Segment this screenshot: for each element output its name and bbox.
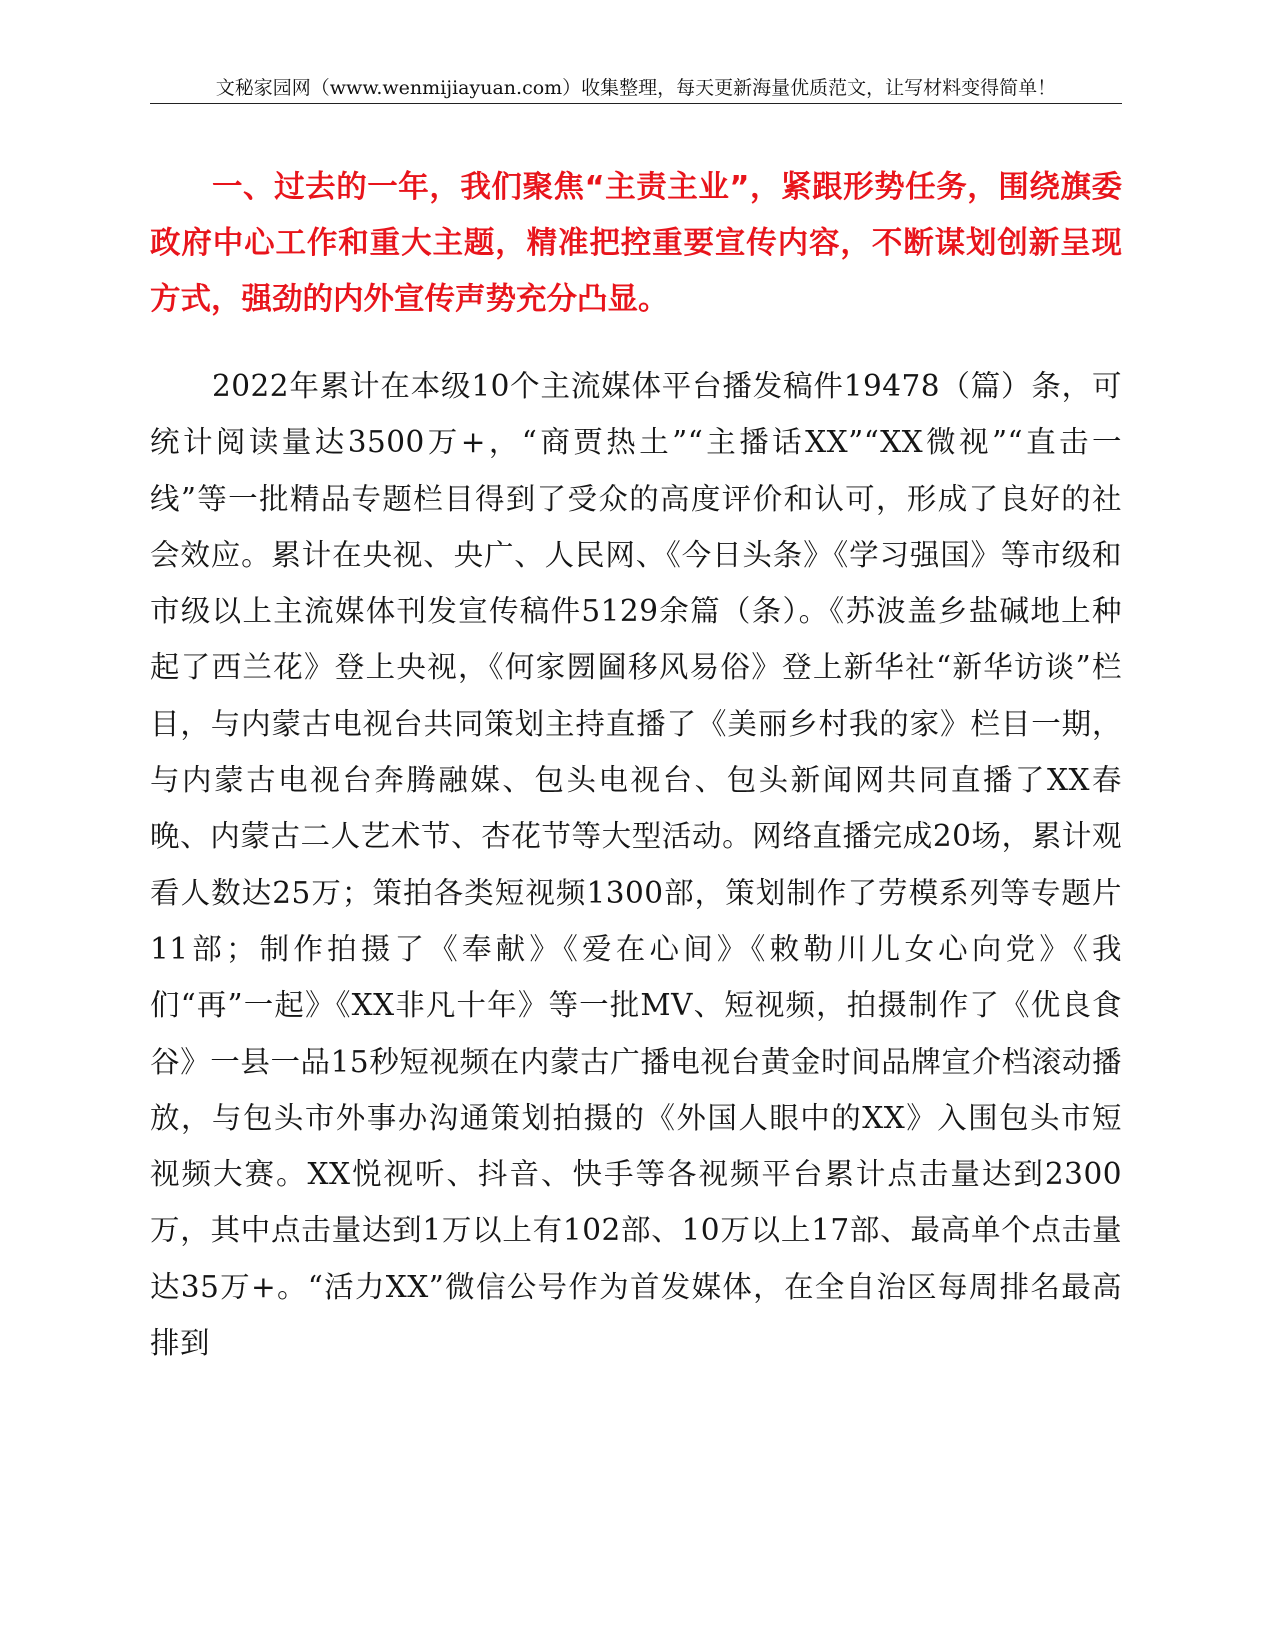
- header-divider: [150, 103, 1122, 104]
- section-heading: 一、过去的一年，我们聚焦“主责主业”，紧跟形势任务，围绕旗委政府中心工作和重大主题，精准把控重要宣传内容，不断谋划创新呈现方式，强劲的内外宣传声势充分凸显。: [150, 170, 1122, 317]
- page-header: 文秘家园网（www.wenmijiayuan.com）收集整理，每天更新海量优质范文，让写材料变得简单！: [215, 77, 1057, 99]
- body-paragraph: 2022年累计在本级10个主流媒体平台播发稿件19478（篇）条，可统计阅读量达3500万+，“商贾热土”“主播话XX”“XX微视”“直击一线”等一批精品专题栏目得到了受众的高度评价和认可，形成了良好的社会效应。累计在央视、央广、人民网、《今日头条》《学习强国》等市级和市级以上主流媒体刊发宣传稿件5129余篇（条）。《苏波盖乡盐碱地上种起了西兰花》登上央视，《何家圐圙移风易俗》登上新华社“新华访谈”栏目，与内蒙古电视台共同策划主持直播了《美丽乡村我的家》栏目一期，与内蒙古电视台奔腾融媒、包头电视台、包头新闻网共同直播了XX春晚、内蒙古二人艺术节、杏花节等大型活动。网络直播完成20场，累计观看人数达25万；策拍各类短视频1300部，策划制作了劳模系列等专题片11部；制作拍摄了《奉献》《爱在心间》《敕勒川儿女心向党》《我们“再”一起》《XX非凡十年》等一批MV、短视频，拍摄制作了《优良食谷》一县一品15秒短视频在内蒙古广播电视台黄金时间品牌宣介档滚动播放，与包头市外事办沟通策划拍摄的《外国人眼中的XX》入围包头市短视频大赛。XX悦视听、抖音、快手等各视频平台累计点击量达到2300万，其中点击量达到1万以上有102部、10万以上17部、最高单个点击量达35万+。“活力XX”微信公号作为首发媒体，在全自治区每周排名最高排到: [150, 369, 1122, 1361]
